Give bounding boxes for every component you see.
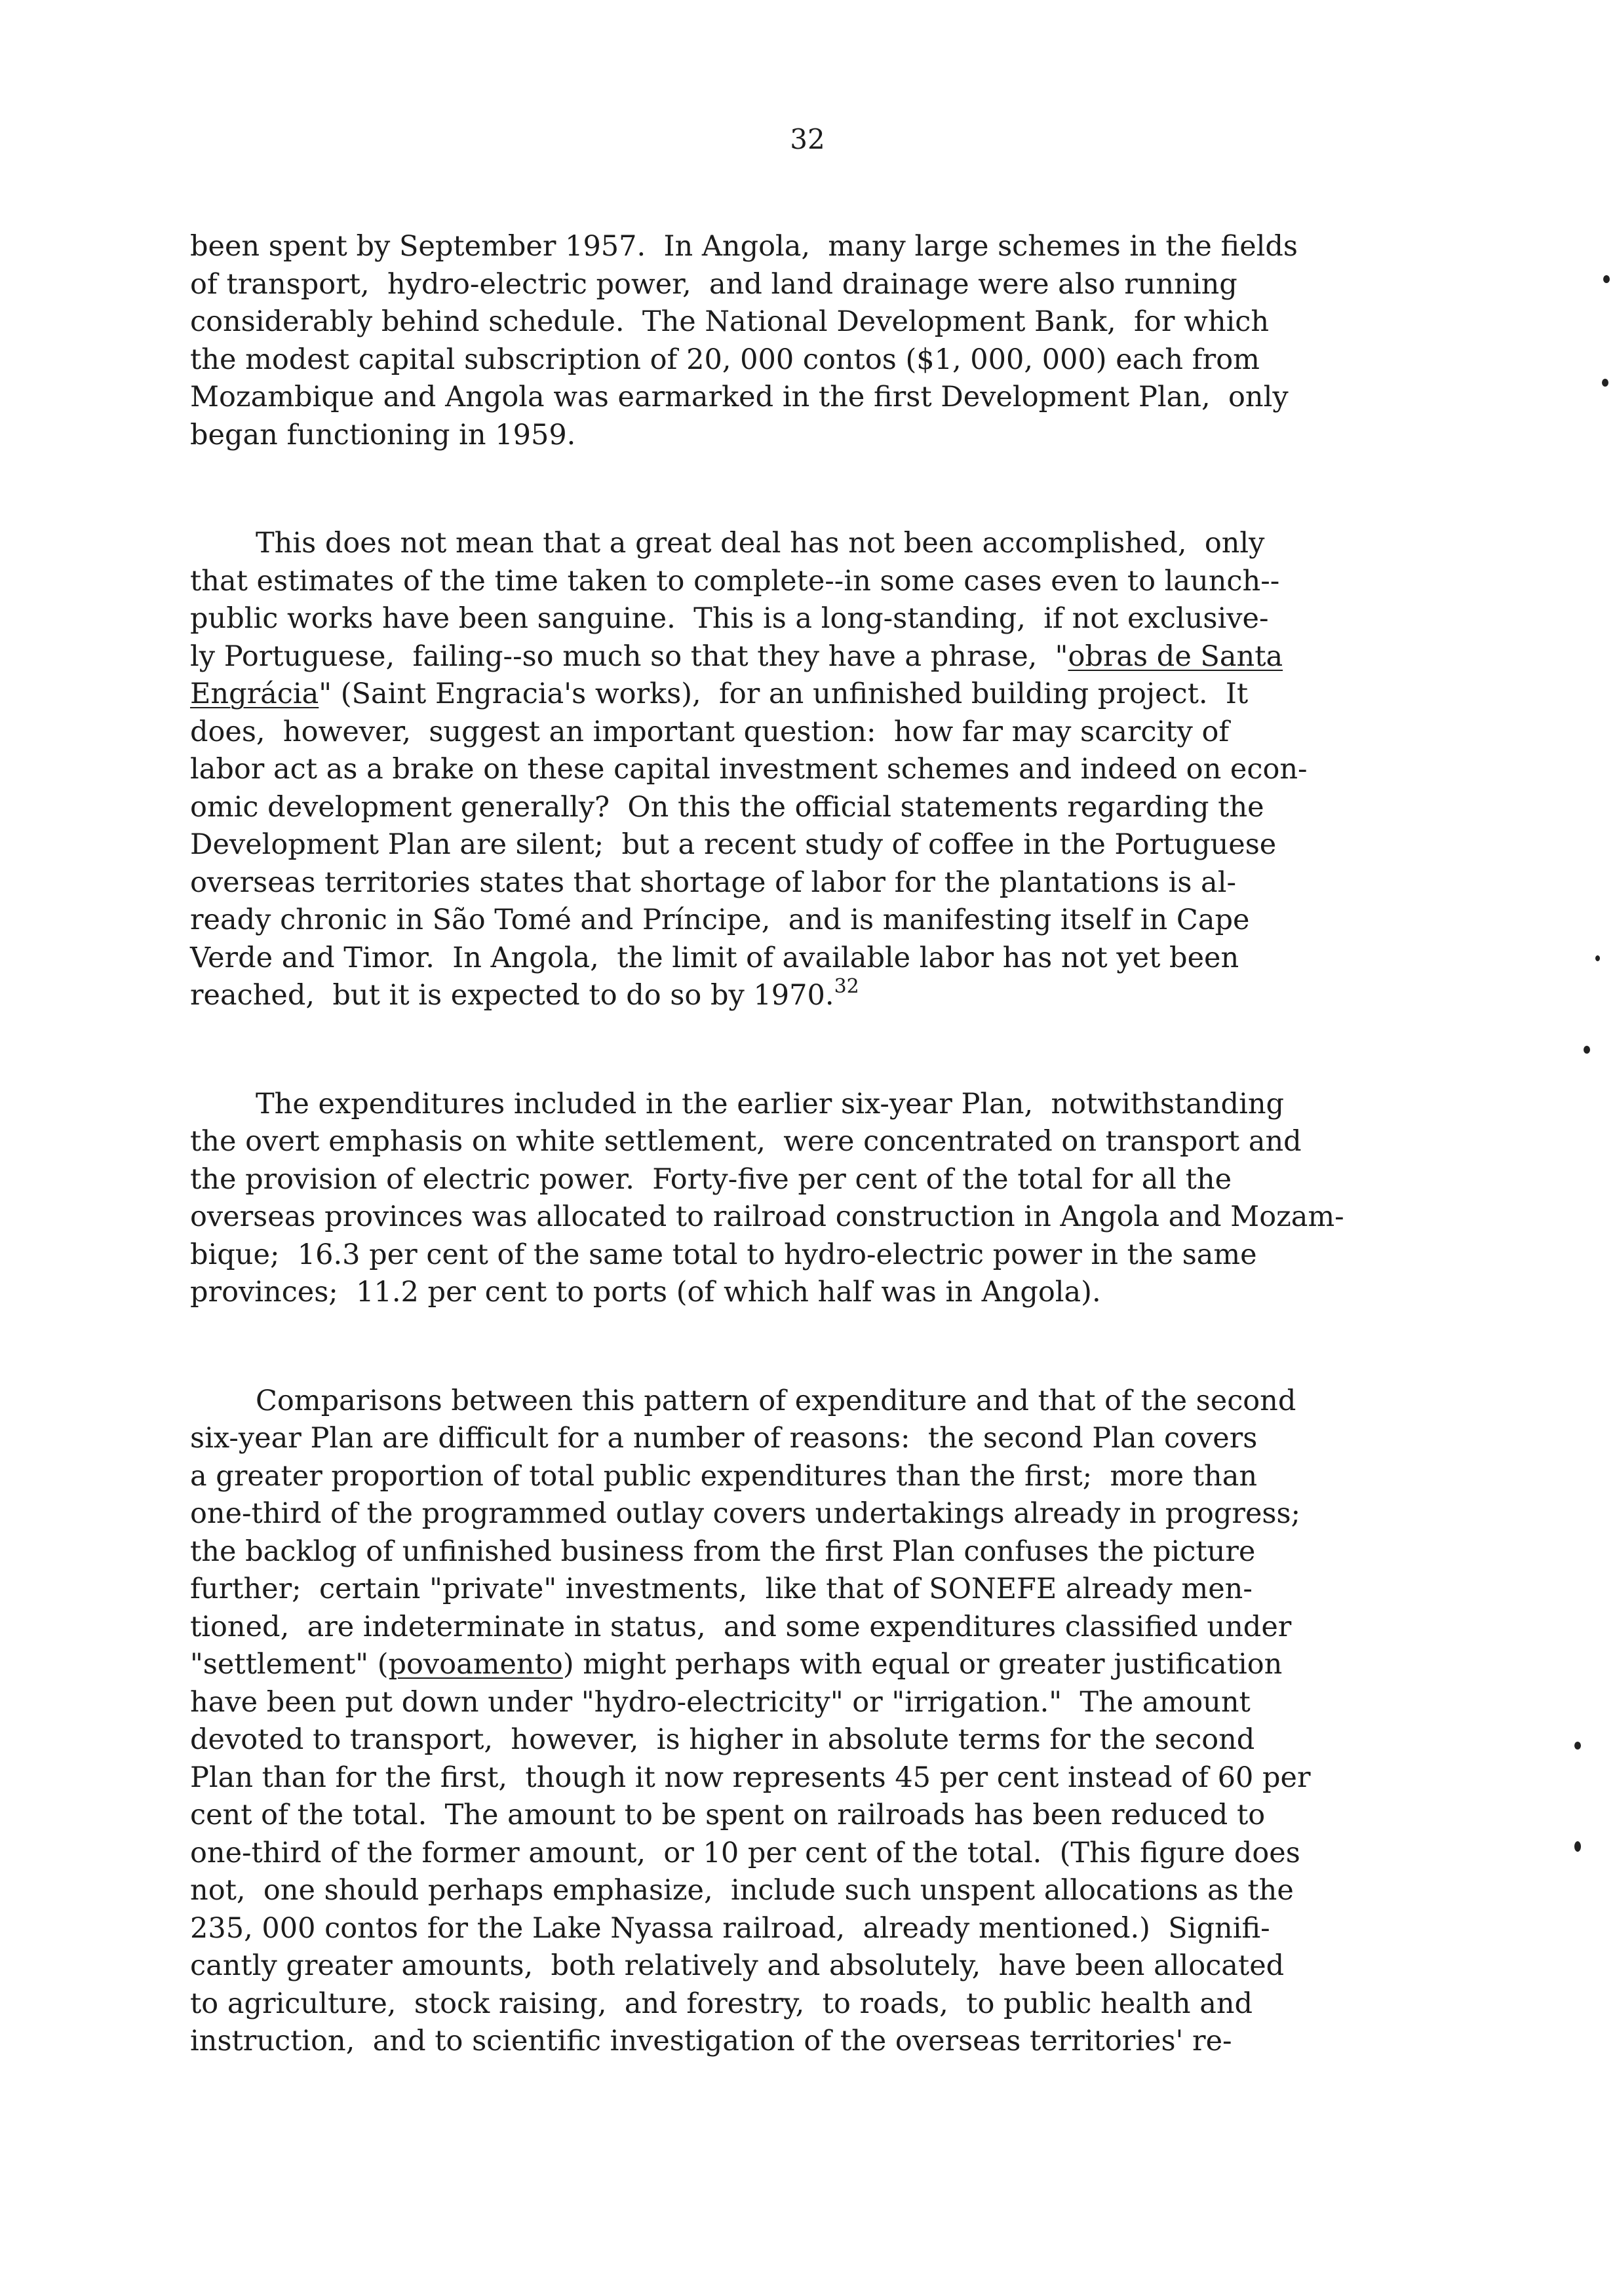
- paragraph: [190, 1383, 1422, 2061]
- text-segment: cent of the total. The amount to be spent on railroads has been reduced to: [190, 1799, 1266, 1831]
- paragraph: [190, 228, 1422, 454]
- text-line: [190, 751, 1422, 789]
- text-segment: devoted to transport, however, is higher in absolute terms for the second: [190, 1723, 1255, 1756]
- text-segment: further; certain "private" investments, like that of SONEFE already men-: [190, 1573, 1253, 1605]
- text-line: [190, 1947, 1422, 1985]
- text-segment: This does not mean that a great deal has not been accomplished, only: [256, 527, 1265, 560]
- text-line: [190, 525, 1422, 563]
- footnote-ref: 32: [834, 975, 859, 998]
- text-segment: one-third of the programmed outlay covers undertakings already in progress;: [190, 1497, 1301, 1530]
- text-segment: instruction, and to scientific investigation of the overseas territories' re-: [190, 2025, 1232, 2057]
- text-line: [190, 638, 1422, 676]
- text-segment: tioned, are indeterminate in status, and some expenditures classified under: [190, 1610, 1292, 1643]
- text-segment: ready chronic in São Tomé and Príncipe, and is manifesting itself in Cape: [190, 904, 1250, 936]
- text-line: [190, 1985, 1422, 2023]
- text-line: [190, 1458, 1422, 1496]
- text-line: [190, 1835, 1422, 1873]
- text-segment: reached, but it is expected to do so by 1970.: [190, 979, 834, 1012]
- text-segment: "settlement" (: [190, 1648, 389, 1681]
- text-line: [190, 2023, 1422, 2061]
- scan-mark: [1584, 1046, 1590, 1054]
- text-line: [190, 417, 1422, 455]
- text-line: [190, 1086, 1422, 1124]
- text-segment: not, one should perhaps emphasize, include such unspent allocations as the: [190, 1874, 1294, 1907]
- body-text: [190, 228, 1422, 2132]
- text-segment: provinces; 11.2 per cent to ports (of which half was in Angola).: [190, 1276, 1101, 1309]
- text-line: [190, 266, 1422, 304]
- text-line: [190, 826, 1422, 864]
- text-line: [190, 379, 1422, 417]
- text-line: [190, 563, 1422, 601]
- scan-mark: [1603, 275, 1610, 283]
- text-line: [190, 1533, 1422, 1571]
- text-line: [190, 1797, 1422, 1835]
- scan-mark: [1602, 379, 1608, 387]
- text-segment: to agriculture, stock raising, and forestry, to roads, to public health and: [190, 1987, 1253, 2020]
- text-segment: that estimates of the time taken to complete--in some cases even to launch--: [190, 564, 1280, 598]
- text-segment: Comparisons between this pattern of expenditure and that of the second: [256, 1384, 1296, 1417]
- text-segment: one-third of the former amount, or 10 per cent of the total. (This figure does: [190, 1836, 1300, 1869]
- text-line: [190, 1236, 1422, 1274]
- text-line: [190, 1910, 1422, 1948]
- text-line: [190, 1684, 1422, 1722]
- text-segment: Verde and Timor. In Angola, the limit of available labor has not yet been: [190, 941, 1239, 974]
- text-segment: " (Saint Engracia's works), for an unfinished building project. It: [319, 678, 1249, 710]
- text-line: [190, 1609, 1422, 1647]
- underlined-term: obras de Santa: [1068, 640, 1283, 673]
- text-segment: a greater proportion of total public expenditures than the first; more than: [190, 1459, 1258, 1493]
- text-line: [190, 902, 1422, 940]
- text-line: [190, 864, 1422, 902]
- text-segment: six-year Plan are difficult for a number of reasons: the second Plan covers: [190, 1422, 1258, 1455]
- text-line: [190, 676, 1422, 714]
- text-segment: The expenditures included in the earlier six-year Plan, notwithstanding: [256, 1087, 1285, 1120]
- text-line: [190, 1383, 1422, 1421]
- text-segment: does, however, suggest an important question: how far may scarcity of: [190, 715, 1230, 748]
- text-segment: Mozambique and Angola was earmarked in the first Development Plan, only: [190, 381, 1289, 413]
- text-line: [190, 303, 1422, 341]
- text-line: [190, 1721, 1422, 1759]
- text-segment: ) might perhaps with equal or greater justification: [562, 1648, 1283, 1681]
- text-line: [190, 1123, 1422, 1161]
- text-segment: 235, 000 contos for the Lake Nyassa railroad, already mentioned.) Signifi-: [190, 1911, 1270, 1945]
- text-line: [190, 600, 1422, 638]
- scan-mark: [1574, 1841, 1581, 1852]
- text-line: [190, 1198, 1422, 1236]
- paragraph: [190, 1086, 1422, 1312]
- scan-mark: [1574, 1742, 1581, 1750]
- text-segment: the provision of electric power. Forty-five per cent of the total for all the: [190, 1162, 1232, 1196]
- text-segment: have been put down under "hydro-electricity" or "irrigation." The amount: [190, 1685, 1251, 1719]
- text-segment: began functioning in 1959.: [190, 418, 576, 451]
- text-segment: considerably behind schedule. The National Development Bank, for which: [190, 305, 1270, 338]
- text-segment: been spent by September 1957. In Angola, many large schemes in the fields: [190, 230, 1298, 263]
- text-line: [190, 1274, 1422, 1312]
- text-line: [190, 1420, 1422, 1458]
- text-line: [190, 789, 1422, 827]
- text-segment: public works have been sanguine. This is a long-standing, if not exclusive-: [190, 602, 1269, 635]
- text-segment: omic development generally? On this the official statements regarding the: [190, 790, 1264, 824]
- underlined-term: Engrácia: [190, 678, 319, 710]
- text-line: [190, 1161, 1422, 1199]
- text-line: [190, 228, 1422, 266]
- scan-mark: [1595, 955, 1600, 961]
- text-segment: cantly greater amounts, both relatively and absolutely, have been allocated: [190, 1949, 1285, 1982]
- paragraph: [190, 525, 1422, 1015]
- text-segment: of transport, hydro-electric power, and land drainage were also running: [190, 267, 1237, 301]
- text-segment: bique; 16.3 per cent of the same total to hydro-electric power in the same: [190, 1238, 1257, 1271]
- text-line: [190, 714, 1422, 752]
- text-line: [190, 1872, 1422, 1910]
- underlined-term: povoamento: [388, 1648, 563, 1681]
- text-segment: Plan than for the first, though it now represents 45 per cent instead of 60 per: [190, 1761, 1311, 1794]
- text-line: [190, 1495, 1422, 1533]
- text-segment: the overt emphasis on white settlement, were concentrated on transport and: [190, 1125, 1302, 1158]
- text-line: [190, 1646, 1422, 1684]
- text-segment: overseas provinces was allocated to railroad construction in Angola and Mozam-: [190, 1200, 1344, 1233]
- text-segment: overseas territories states that shortage of labor for the plantations is al-: [190, 866, 1236, 899]
- text-line: [190, 1759, 1422, 1797]
- text-line: [190, 1571, 1422, 1609]
- text-line: [190, 940, 1422, 978]
- text-segment: the backlog of unfinished business from the first Plan confuses the picture: [190, 1535, 1256, 1568]
- text-segment: ly Portuguese, failing--so much so that they have a phrase, ": [190, 640, 1068, 673]
- text-segment: the modest capital subscription of 20, 000 contos ($1, 000, 000) each from: [190, 343, 1260, 376]
- page-number: 32: [790, 123, 825, 155]
- text-line: [190, 341, 1422, 379]
- text-segment: Development Plan are silent; but a recent study of coffee in the Portuguese: [190, 828, 1277, 861]
- text-line: [190, 977, 1422, 1015]
- text-segment: labor act as a brake on these capital investment schemes and indeed on econ-: [190, 753, 1308, 786]
